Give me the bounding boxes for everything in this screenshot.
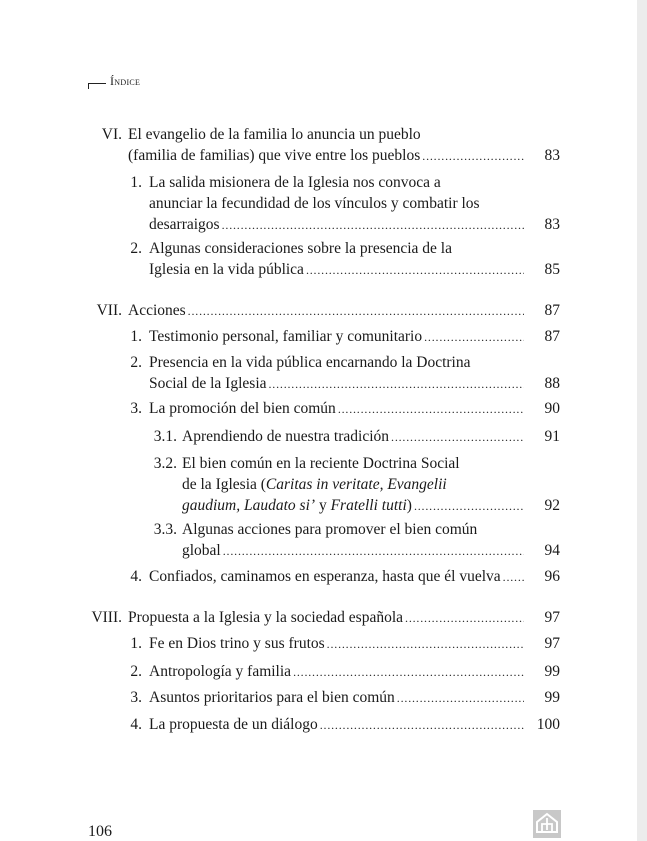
toc-entry-leader-line [128,145,524,167]
dot-leader [320,715,524,736]
toc-entry-title: Acciones [128,302,186,319]
toc-entry-leader-line [182,495,524,517]
dot-leader [414,496,524,517]
toc-entry-page: 91 [544,428,560,445]
toc-entry-title: Antropología y familia [149,663,292,680]
toc-entry-leader-line [149,661,524,683]
toc-entry-number: 1. [130,328,142,345]
toc-entry-line: El bien común en la reciente Doctrina Social [182,455,460,472]
toc-entry-page: 85 [544,261,560,278]
toc-entry-title: Propuesta a la Iglesia y la sociedad española [128,609,404,626]
dot-leader [222,215,524,236]
toc-entry-number: 3.2. [153,455,177,472]
toc-entry-title: global [182,542,221,559]
toc-entry-number: 1. [130,174,142,191]
toc-entry-number: 3.3. [153,521,177,538]
page-edge [637,0,647,841]
toc-entry-page: 83 [544,147,560,164]
toc-entry-title: desarraigos [149,216,220,233]
toc-entry-leader-line [128,300,524,322]
toc-entry-line: de la Iglesia (Caritas in veritate, Evangelii [182,476,447,493]
toc-entry-number: VII. [96,302,122,319]
toc-entry-leader-line [182,426,524,448]
toc-entry-title: Fe en Dios trino y sus frutos [149,635,325,652]
toc-entry-page: 83 [544,216,560,233]
dot-leader [405,608,524,629]
toc-entry-page: 99 [544,663,560,680]
toc-entry-page: 96 [544,568,560,585]
header-label: Índice [110,74,141,88]
toc-entry-leader-line [149,566,524,588]
dot-leader [338,399,524,420]
toc-entry-title: Asuntos prioritarios para el bien común [149,689,395,706]
toc-entry-leader-line [149,714,524,736]
toc-entry-number: VIII. [91,609,122,626]
header-tick [88,83,89,89]
toc-entry-number: 2. [130,354,142,371]
toc-entry-number: 4. [130,568,142,585]
toc-entry-line: Presencia en la vida pública encarnando la Doctrina [149,354,471,371]
toc-entry-number: 3. [130,400,142,417]
toc-entry-leader-line [149,214,524,236]
dot-leader [293,662,524,683]
dot-leader [391,427,524,448]
toc-entry-line: Algunas acciones para promover el bien común [182,521,478,538]
toc-entry-page: 87 [544,302,560,319]
toc-entry-page: 92 [544,497,560,514]
toc-entry-page: 88 [544,375,560,392]
toc-entry-title: Aprendiendo de nuestra tradición [182,428,390,445]
dot-leader [269,374,525,395]
toc-entry-number: VI. [101,126,122,143]
dot-leader [223,541,524,562]
toc-entry-leader-line [149,259,524,281]
dot-leader [422,146,524,167]
toc-entry-title: Confiados, caminamos en esperanza, hasta que él vuelva [149,568,501,585]
toc-entry-number: 3. [130,689,142,706]
dot-leader [424,327,524,348]
toc-entry-line: El evangelio de la familia lo anuncia un pueblo [128,126,421,143]
toc-entry-leader-line [149,326,524,348]
toc-entry-leader-line [149,398,524,420]
toc-entry-leader-line [128,607,524,629]
toc-entry-title: gaudium, Laudato si’ y Fratelli tutti) [182,497,412,514]
toc-entry-line: La salida misionera de la Iglesia nos convoca a [149,174,441,191]
toc-entry-leader-line [149,633,524,655]
toc-entry-title: Testimonio personal, familiar y comunitario [149,328,423,345]
dot-leader [327,634,524,655]
running-header [88,74,288,90]
toc-entry-page: 90 [544,400,560,417]
toc-entry-title: La promoción del bien común [149,400,336,417]
dot-leader [188,301,524,322]
toc-entry-number: 3.1. [153,428,177,445]
publisher-logo-icon [533,810,561,838]
dot-leader [306,260,524,281]
toc-entry-leader-line [149,373,524,395]
toc-entry-page: 94 [544,542,560,559]
toc-entry-line: anunciar la fecundidad de los vínculos y combatir los [149,195,480,212]
toc-entry-number: 2. [130,240,142,257]
toc-entry-leader-line [182,540,524,562]
toc-entry-page: 97 [544,609,560,626]
toc-entry-leader-line [149,687,524,709]
toc-entry-title: Social de la Iglesia [149,375,267,392]
toc-entry-line: Algunas consideraciones sobre la presencia de la [149,240,452,257]
toc-entry-title: La propuesta de un diálogo [149,716,318,733]
toc-entry-page: 99 [544,689,560,706]
toc-entry-page: 100 [536,716,560,733]
toc-entry-number: 4. [130,716,142,733]
toc-entry-title: Iglesia en la vida pública [149,261,304,278]
dot-leader [397,688,524,709]
toc-entry-number: 2. [130,663,142,680]
page-number: 106 [88,823,112,840]
toc-entry-title: (familia de familias) que vive entre los pueblos [128,147,421,164]
header-rule [88,83,106,84]
toc-entry-page: 87 [544,328,560,345]
dot-leader [503,567,524,588]
toc-entry-number: 1. [130,635,142,652]
toc-entry-page: 97 [544,635,560,652]
